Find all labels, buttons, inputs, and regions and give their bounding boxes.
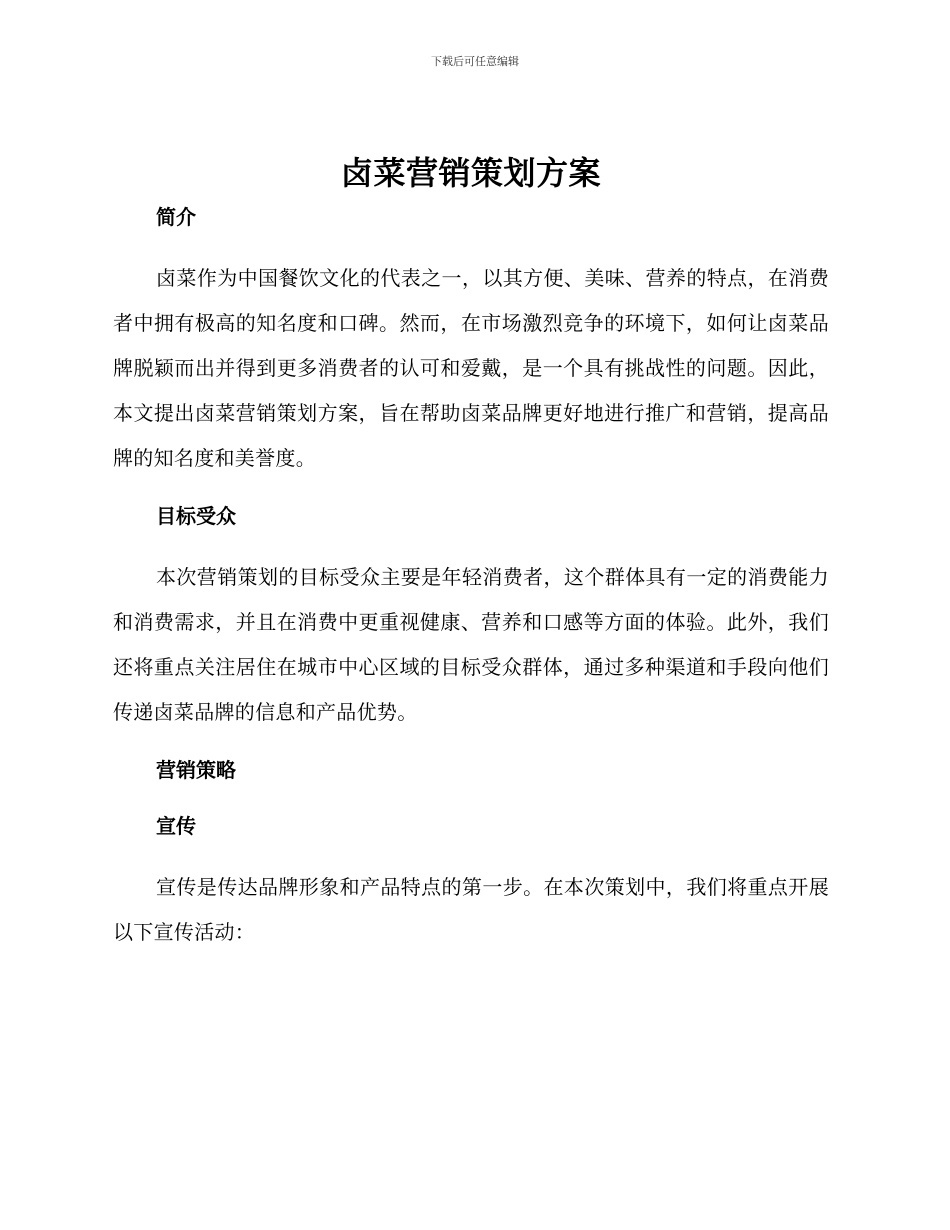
section-heading-marketing-strategy: 营销策略 xyxy=(156,758,236,782)
section-heading-target-audience: 目标受众 xyxy=(156,504,236,528)
paragraph-intro: 卤菜作为中国餐饮文化的代表之一，以其方便、美味、营养的特点，在消费者中拥有极高的知名度和口碑。然而，在市场激烈竞争的环境下，如何让卤菜品牌脱颖而出并得到更多消费者的认可和爱戴，是一个具有挑战性的问题。因此，本文提出卤菜营销策划方案，旨在帮助卤菜品牌更好地进行推广和营销，提高品牌的知名度和美誉度。 xyxy=(113,266,829,470)
section-heading-promotion: 宣传 xyxy=(156,814,196,838)
paragraph-promotion: 宣传是传达品牌形象和产品特点的第一步。在本次策划中，我们将重点开展以下宣传活动： xyxy=(113,875,829,944)
page-header-note: 下载后可任意编辑 xyxy=(431,55,519,68)
paragraph-target-audience: 本次营销策划的目标受众主要是年轻消费者，这个群体具有一定的消费能力和消费需求，并且在消费中更重视健康、营养和口感等方面的体验。此外，我们还将重点关注居住在城市中心区域的目标受众群体，通过多种渠道和手段向他们传递卤菜品牌的信息和产品优势。 xyxy=(113,565,829,724)
document-title: 卤菜营销策划方案 xyxy=(340,154,601,192)
section-heading-intro: 简介 xyxy=(156,205,196,229)
document-body xyxy=(113,150,829,955)
